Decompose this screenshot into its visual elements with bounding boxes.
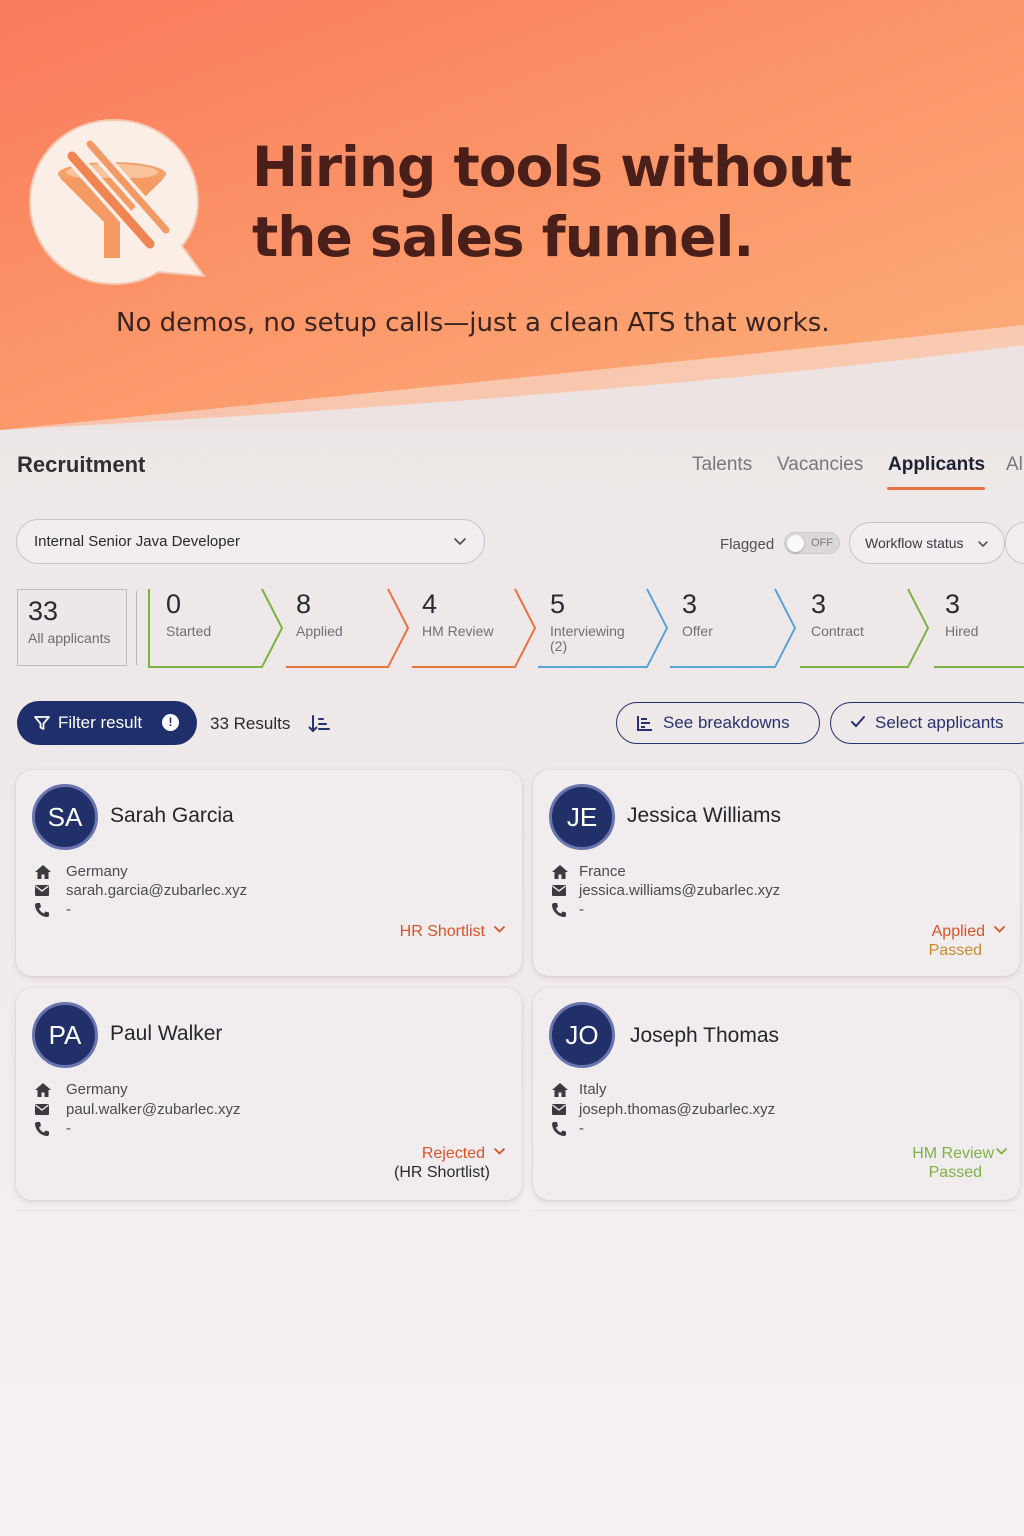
hero-title-line-2: the sales funnel. <box>252 205 754 269</box>
status-label: Rejected <box>421 1145 485 1162</box>
avatar: JO <box>549 1002 615 1068</box>
all-applicants-count: 33 <box>28 596 59 626</box>
applicant-country: France <box>579 863 626 880</box>
stage-count: 8 <box>296 589 312 619</box>
status-label: HM Review <box>912 1145 994 1162</box>
pipeline-chevrons <box>0 585 1024 675</box>
applicant-card[interactable] <box>533 988 1020 1200</box>
avatar: PA <box>32 1002 98 1068</box>
applicant-name[interactable]: Paul Walker <box>110 1022 223 1045</box>
stage-count: 3 <box>682 589 698 619</box>
applicant-card[interactable] <box>16 770 522 976</box>
more-filters-dropdown[interactable] <box>1005 522 1024 564</box>
phone-icon <box>34 1121 50 1137</box>
vacancy-select-value: Internal Senior Java Developer <box>34 533 240 550</box>
tab-overflow[interactable]: Al <box>1006 454 1023 475</box>
avatar: JE <box>549 784 615 850</box>
sub-status: Passed <box>928 1164 982 1181</box>
applicant-name[interactable]: Joseph Thomas <box>630 1024 780 1047</box>
pipeline-stage-hm-review[interactable] <box>422 589 494 639</box>
check-icon <box>850 714 866 730</box>
all-applicants-label: All applicants <box>28 630 111 646</box>
chevron-down-icon <box>995 1147 1008 1156</box>
applicant-phone: - <box>579 1120 584 1137</box>
status-label: Applied <box>931 923 985 940</box>
stage-count: 3 <box>811 589 827 619</box>
chevron-down-icon <box>993 925 1006 934</box>
next-card-edge <box>16 1210 522 1224</box>
active-tab-indicator <box>887 487 985 490</box>
status-dropdown[interactable] <box>400 923 506 941</box>
applicant-phone: - <box>66 1120 71 1137</box>
applicant-country: Germany <box>66 863 128 880</box>
filter-result-button[interactable] <box>17 701 197 745</box>
select-applicants-button[interactable] <box>830 702 1024 744</box>
stage-count: 3 <box>945 589 961 619</box>
chevron-down-icon <box>976 537 990 551</box>
stage-count: 4 <box>422 589 438 619</box>
workflow-status-dropdown[interactable] <box>849 522 1005 564</box>
hero-subtitle: No demos, no setup calls—just a clean ATS that works. <box>116 308 830 338</box>
sub-status: (HR Shortlist) <box>393 1164 490 1181</box>
funnel-crossed-icon <box>28 118 210 300</box>
home-icon <box>34 864 52 880</box>
stage-label: Contract <box>811 623 864 639</box>
stage-label: Applied <box>296 623 343 639</box>
see-breakdowns-button[interactable] <box>616 702 820 744</box>
bar-chart-icon <box>636 714 654 732</box>
pipeline-stage-started[interactable] <box>166 589 211 639</box>
toggle-state: OFF <box>811 537 833 549</box>
stage-sub-count: (2) <box>550 638 568 654</box>
sub-status: Passed <box>928 942 982 959</box>
applicant-phone: - <box>579 901 584 918</box>
applicant-email[interactable]: jessica.williams@zubarlec.xyz <box>579 882 781 899</box>
tab-talents[interactable]: Talents <box>692 454 753 475</box>
applicant-country: Germany <box>66 1081 128 1098</box>
recruitment-app <box>0 430 1024 1536</box>
stage-count: 5 <box>550 589 566 619</box>
phone-icon <box>551 902 567 918</box>
mail-icon <box>34 1102 50 1116</box>
tab-applicants[interactable]: Applicants <box>888 454 986 475</box>
chevron-down-icon <box>452 533 468 549</box>
applicant-name[interactable]: Jessica Williams <box>627 804 782 827</box>
applicant-email[interactable]: sarah.garcia@zubarlec.xyz <box>66 882 248 899</box>
filter-icon <box>33 714 51 732</box>
applicant-name[interactable]: Sarah Garcia <box>110 804 234 827</box>
applicant-card[interactable] <box>533 770 1020 976</box>
chevron-down-icon <box>493 925 506 934</box>
pipeline-stage-contract[interactable] <box>811 589 864 639</box>
stage-count: 0 <box>166 589 182 619</box>
top-nav <box>0 454 1024 494</box>
applicant-card[interactable] <box>16 988 522 1200</box>
mail-icon <box>34 883 50 897</box>
hero-title-line-1: Hiring tools without <box>252 135 852 199</box>
filter-result-label: Filter result <box>58 713 143 732</box>
phone-icon <box>34 902 50 918</box>
flagged-label: Flagged <box>720 536 775 553</box>
tab-vacancies[interactable]: Vacancies <box>777 454 864 475</box>
next-card-edge <box>533 1210 1020 1224</box>
mail-icon <box>551 1102 567 1116</box>
chevron-down-icon <box>493 1147 506 1156</box>
status-dropdown[interactable] <box>932 923 1006 941</box>
stage-label: HM Review <box>422 623 494 639</box>
phone-icon <box>551 1121 567 1137</box>
hero-banner <box>0 0 1024 430</box>
alert-icon: ! <box>162 714 179 731</box>
avatar: SA <box>32 784 98 850</box>
home-icon <box>34 1082 52 1098</box>
status-dropdown[interactable] <box>912 1145 1008 1163</box>
select-applicants-label: Select applicants <box>875 713 1004 732</box>
workflow-status-label: Workflow status <box>865 535 964 551</box>
hero-title <box>252 132 972 272</box>
see-breakdowns-label: See breakdowns <box>663 713 790 732</box>
toggle-knob <box>787 535 804 552</box>
home-icon <box>551 1082 569 1098</box>
pipeline-stage-hired[interactable] <box>945 589 978 639</box>
vacancy-select[interactable] <box>16 519 485 564</box>
stage-label: Started <box>166 623 212 639</box>
applicant-phone: - <box>66 901 71 918</box>
sort-icon[interactable] <box>308 714 330 734</box>
pipeline-stage-applied[interactable] <box>296 589 343 639</box>
stage-label: Hired <box>945 623 979 639</box>
applicant-email[interactable]: joseph.thomas@zubarlec.xyz <box>579 1101 776 1118</box>
mail-icon <box>551 883 567 897</box>
stage-label: Interviewing <box>550 623 625 639</box>
results-count: 33 Results <box>210 714 291 733</box>
flagged-toggle[interactable] <box>784 532 840 554</box>
pipeline-stage-interviewing[interactable] <box>550 589 625 654</box>
applicant-email[interactable]: paul.walker@zubarlec.xyz <box>66 1101 241 1118</box>
pipeline-stage-offer[interactable] <box>682 589 713 639</box>
stage-label: Offer <box>682 623 713 639</box>
status-dropdown[interactable] <box>422 1145 506 1163</box>
applicant-country: Italy <box>579 1081 607 1098</box>
home-icon <box>551 864 569 880</box>
page-title: Recruitment <box>17 452 146 477</box>
status-label: HR Shortlist <box>399 923 485 940</box>
